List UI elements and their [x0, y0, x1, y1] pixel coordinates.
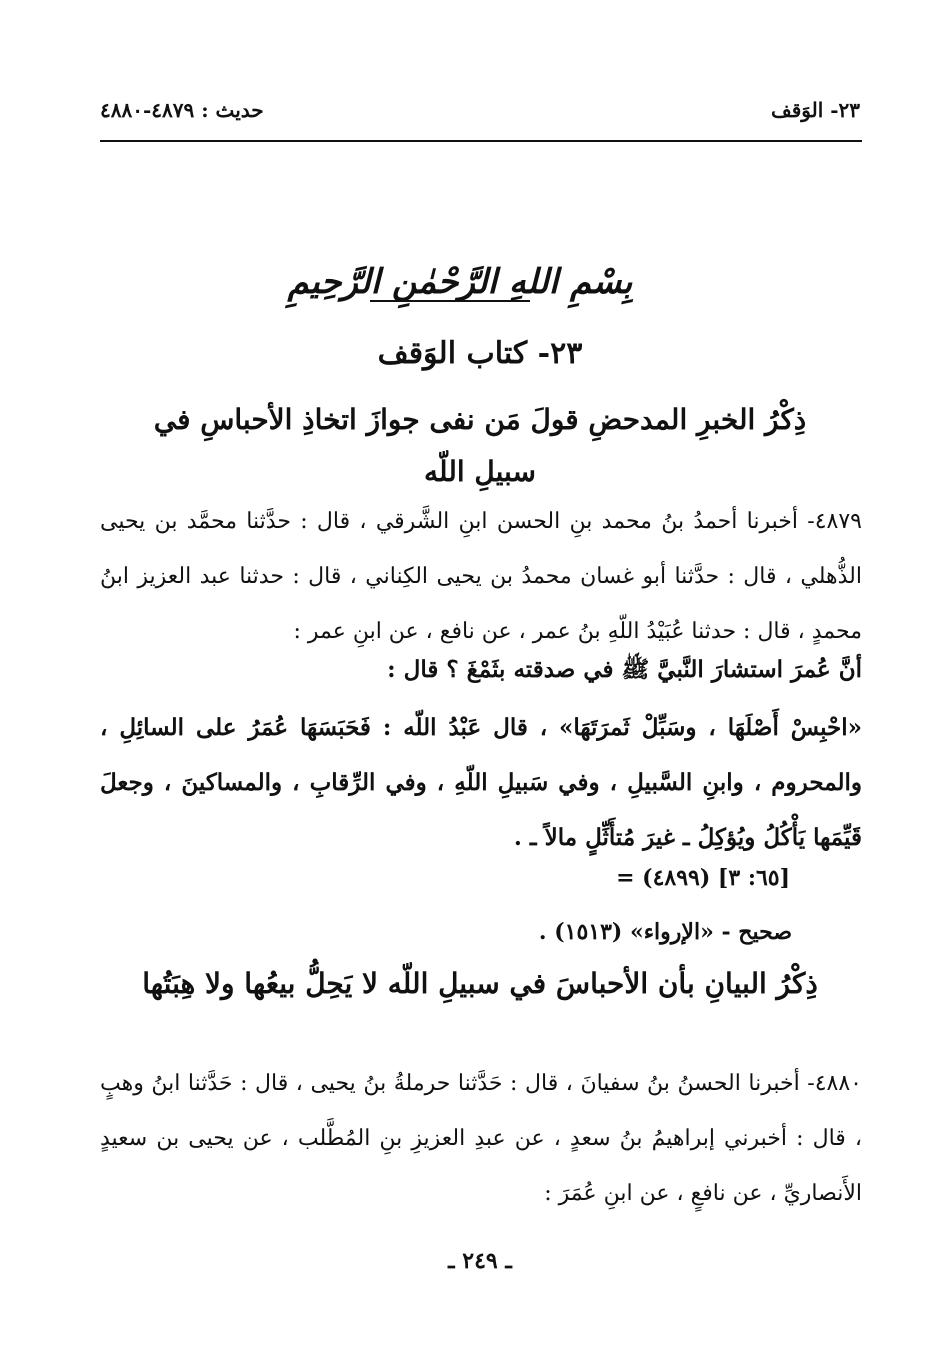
header-chapter: ٢٣- الوَقف	[771, 98, 860, 122]
header-hadith-range: حديث : ٤٨٧٩-٤٨٨٠	[100, 98, 264, 122]
isnad-4879: ٤٨٧٩- أخبرنا أحمدُ بنُ محمد بنِ الحسن ابنِ الشَّرقي ، قال : حدَّثنا محمَّد بن يحيى الذُّهلي ، قال : حدَّثنا أبو غسان محمدُ بن يحيى الكِناني ، قال : حدثنا عبد العزيز ابنُ محمدٍ ، قال : حدثنا عُبَيْدُ اللّهِ بنُ عمر ، عن نافع ، عن ابنِ عمر :	[100, 509, 862, 644]
matn-4879-opening: أنَّ عُمرَ استشارَ النَّبيَّ ﷺ في صدقته بثَمْغَ ؟ قال :	[387, 656, 862, 683]
isnad-4880: ٤٨٨٠- أخبرنا الحسنُ بنُ سفيانَ ، قال : حَدَّثنا حرملةُ بنُ يحيى ، قال : حَدَّثنا ابنُ وهبٍ ، قال : أخبرني إبراهيمُ بنُ سعدٍ ، عن عبدِ العزيزِ بنِ المُطَّلب ، عن يحيى بن سعيدٍ الأَنصاريِّ ، عن نافعٍ ، عن ابنِ عُمَرَ :	[100, 1071, 862, 1206]
basmala: بِسْمِ اللهِ الرَّحْمٰنِ الرَّحِيمِ	[287, 262, 633, 302]
running-header	[100, 98, 860, 138]
cross-reference: = (٤٨٩٩) [٦٥: ٣]	[616, 865, 790, 891]
header-rule	[100, 140, 862, 142]
matn-4879-body: «احْبِسْ أَصْلَهَا ، وسَبِّلْ ثَمرَتَهَا» ، قال عَبْدُ اللّه : فَحَبَسَهَا عُمَرُ على السائِلِ ، والمحروم ، وابنِ السَّبيلِ ، وفي سَبيلِ اللّهِ ، وفي الرِّقابِ ، والمساكينَ ، وجعلَ قَيِّمَها يَأْكُلُ ويُؤكِلُ ـ غيرَ مُتأَثِّلٍ مالاً ـ .	[100, 714, 862, 851]
book-title: ٢٣- كتاب الوَقف	[377, 336, 583, 371]
hadith-grade: صحيح - «الإرواء» (١٥١٣) .	[538, 919, 792, 945]
section-title-2: ذِكْرُ البيانِ بأن الأحباسَ في سبيلِ اللّه لا يَحِلُّ بيعُها ولا هِبَتُها	[142, 967, 818, 1000]
page-number: ـ ٢٤٩ ـ	[448, 1248, 512, 1274]
basmala-stroke	[370, 300, 530, 302]
section-title-1: ذِكْرُ الخبرِ المدحضِ قولَ مَن نفى جوازَ اتخاذِ الأحباسِ في سبيلِ اللّه	[153, 403, 807, 488]
